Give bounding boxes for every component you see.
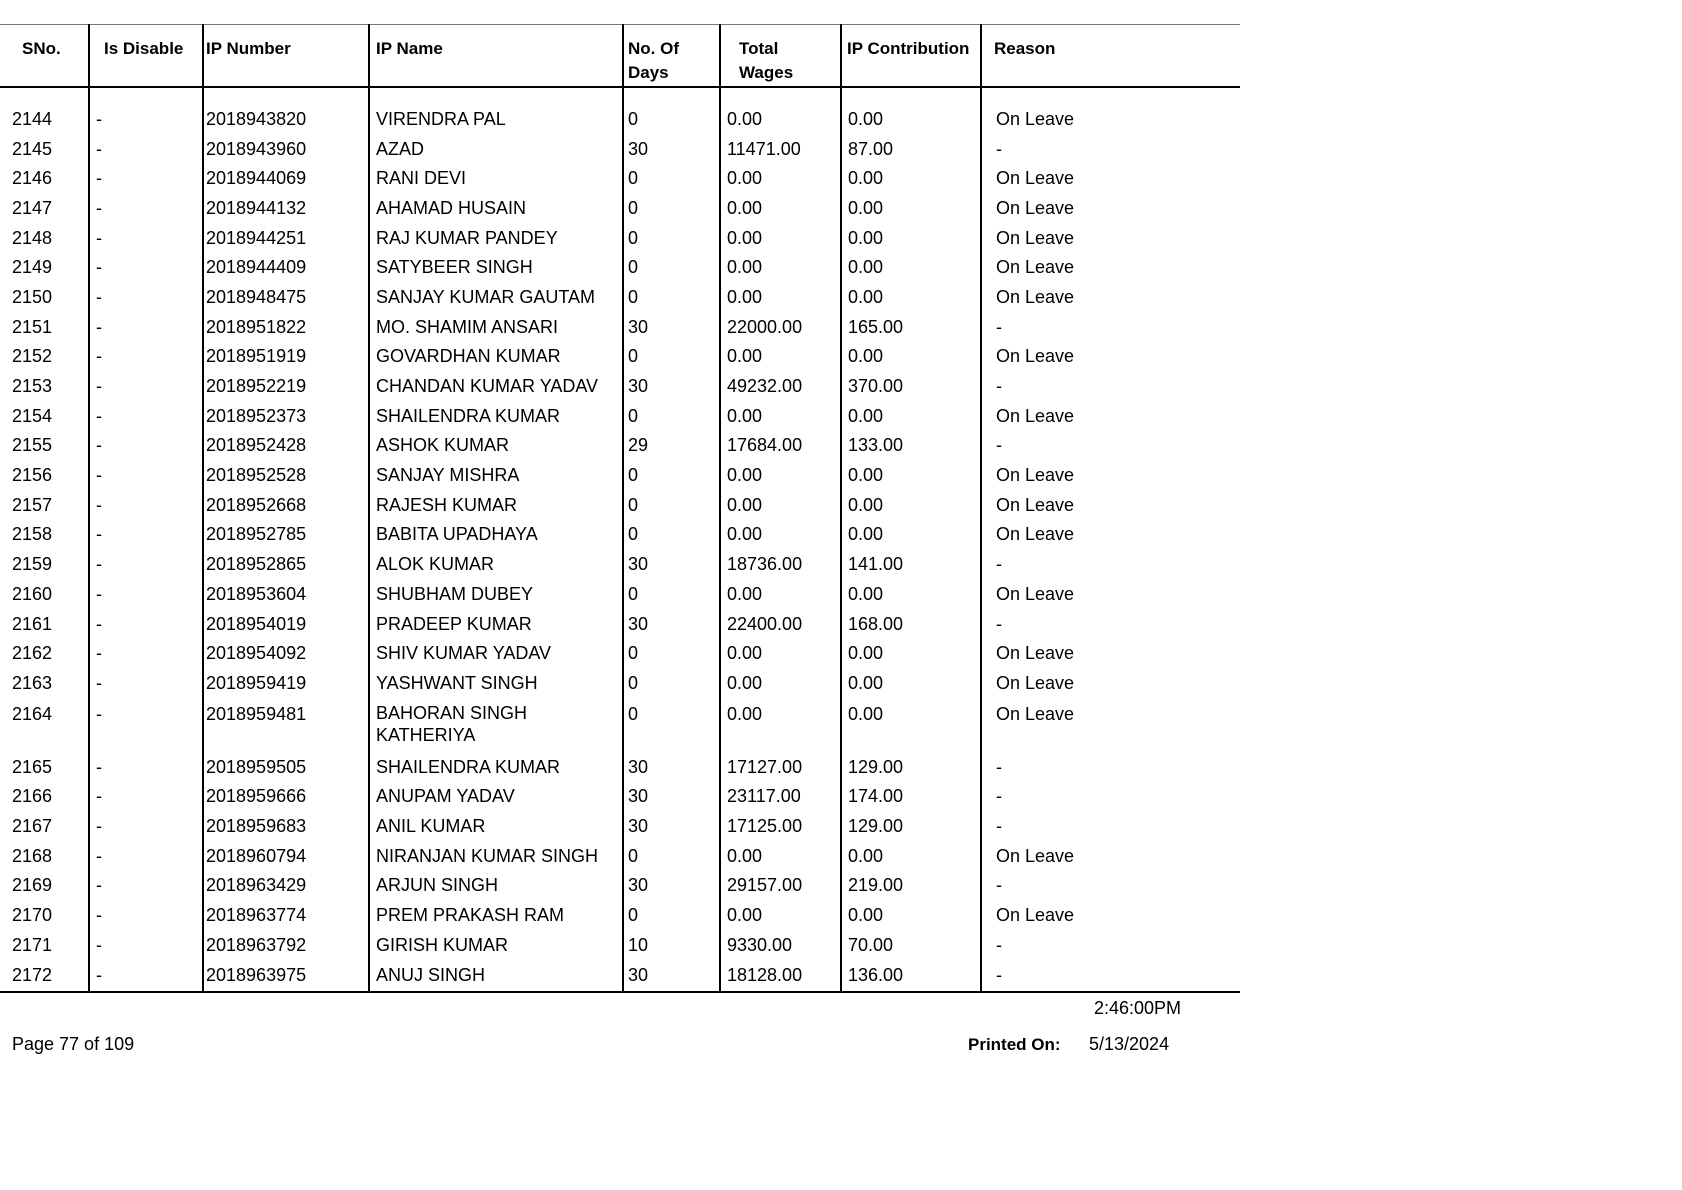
cell-ip-name: PRADEEP KUMAR [369,609,623,639]
cell-is-disable: - [89,841,203,871]
cell-is-disable: - [89,550,203,580]
table-row [0,550,1240,580]
cell-ip-contribution: 0.00 [841,461,981,491]
cell-total-wages: 18736.00 [720,550,841,580]
cell-ip-name: AZAD [369,134,623,164]
cell-sno: 2147 [12,197,53,218]
cell-sno: 2154 [12,405,53,426]
cell-reason: - [981,782,1240,812]
cell-total-wages: 17127.00 [720,752,841,782]
cell-no-of-days: 30 [623,372,720,402]
cell-reason: - [981,134,1240,164]
cell-ip-contribution: 0.00 [841,223,981,253]
table-row [0,812,1240,842]
cell-sno: 2160 [12,583,53,604]
cell-ip-number: 2018952785 [203,520,369,550]
cell-ip-number: 2018948475 [203,283,369,313]
header-sno: SNo. [0,25,89,87]
cell-ip-name: MO. SHAMIM ANSARI [369,312,623,342]
cell-reason: On Leave [981,580,1240,610]
cell-sno: 2169 [12,875,53,896]
cell-no-of-days: 0 [623,669,720,699]
cell-total-wages: 0.00 [720,461,841,491]
cell-total-wages: 0.00 [720,841,841,871]
cell-is-disable: - [89,812,203,842]
cell-sno: 2152 [12,346,53,367]
table-row [0,960,1240,992]
cell-no-of-days: 0 [623,639,720,669]
cell-ip-contribution: 0.00 [841,401,981,431]
cell-is-disable: - [89,312,203,342]
cell-no-of-days: 0 [623,223,720,253]
cell-is-disable: - [89,342,203,372]
cell-ip-number: 2018954019 [203,609,369,639]
table-row [0,253,1240,283]
cell-ip-name: BABITA UPADHAYA [369,520,623,550]
cell-ip-contribution: 133.00 [841,431,981,461]
cell-ip-number: 2018943960 [203,134,369,164]
cell-total-wages: 0.00 [720,698,841,752]
cell-ip-name: YASHWANT SINGH [369,669,623,699]
cell-reason: On Leave [981,520,1240,550]
table-row [0,283,1240,313]
cell-ip-name: SATYBEER SINGH [369,253,623,283]
cell-sno: 2166 [12,786,53,807]
cell-ip-contribution: 136.00 [841,960,981,992]
table-row [0,580,1240,610]
table-row [0,194,1240,224]
cell-sno: 2151 [12,316,53,337]
cell-ip-number: 2018960794 [203,841,369,871]
cell-ip-number: 2018959505 [203,752,369,782]
cell-ip-number: 2018959683 [203,812,369,842]
cell-ip-contribution: 0.00 [841,194,981,224]
cell-no-of-days: 0 [623,520,720,550]
cell-no-of-days: 10 [623,930,720,960]
cell-ip-name: CHANDAN KUMAR YADAV [369,372,623,402]
header-total-wages: Total Wages [720,25,841,87]
cell-ip-contribution: 219.00 [841,871,981,901]
cell-reason: - [981,609,1240,639]
cell-no-of-days: 30 [623,871,720,901]
cell-ip-number: 2018951919 [203,342,369,372]
cell-ip-number: 2018963975 [203,960,369,992]
cell-no-of-days: 0 [623,490,720,520]
cell-sno: 2165 [12,756,53,777]
cell-is-disable: - [89,901,203,931]
cell-total-wages: 0.00 [720,580,841,610]
cell-is-disable: - [89,490,203,520]
cell-ip-number: 2018963429 [203,871,369,901]
cell-reason: On Leave [981,461,1240,491]
cell-ip-number: 2018959481 [203,698,369,752]
cell-ip-number: 2018952668 [203,490,369,520]
cell-sno: 2162 [12,643,53,664]
cell-no-of-days: 30 [623,960,720,992]
cell-no-of-days: 30 [623,550,720,580]
cell-no-of-days: 0 [623,194,720,224]
cell-total-wages: 9330.00 [720,930,841,960]
cell-ip-name: RAJ KUMAR PANDEY [369,223,623,253]
cell-total-wages: 0.00 [720,283,841,313]
cell-sno: 2163 [12,672,53,693]
cell-ip-contribution: 0.00 [841,841,981,871]
cell-ip-contribution: 370.00 [841,372,981,402]
cell-ip-name: GIRISH KUMAR [369,930,623,960]
cell-ip-contribution: 165.00 [841,312,981,342]
cell-total-wages: 17125.00 [720,812,841,842]
cell-reason: On Leave [981,841,1240,871]
cell-is-disable: - [89,283,203,313]
cell-ip-name: ASHOK KUMAR [369,431,623,461]
cell-total-wages: 18128.00 [720,960,841,992]
cell-reason: On Leave [981,669,1240,699]
cell-ip-name: SHAILENDRA KUMAR [369,401,623,431]
table-row [0,105,1240,135]
cell-is-disable: - [89,223,203,253]
cell-is-disable: - [89,580,203,610]
cell-total-wages: 0.00 [720,669,841,699]
contribution-table [0,24,1240,993]
cell-ip-name: RAJESH KUMAR [369,490,623,520]
cell-ip-number: 2018952219 [203,372,369,402]
cell-sno: 2144 [12,108,53,129]
cell-no-of-days: 30 [623,752,720,782]
table-row [0,930,1240,960]
table-header-row [0,25,1240,87]
cell-sno: 2161 [12,613,53,634]
cell-ip-contribution: 0.00 [841,342,981,372]
header-ip-contribution: IP Contribution [841,25,981,87]
cell-ip-contribution: 174.00 [841,782,981,812]
table-row [0,871,1240,901]
cell-reason: - [981,752,1240,782]
cell-total-wages: 0.00 [720,164,841,194]
cell-ip-number: 2018952865 [203,550,369,580]
cell-total-wages: 17684.00 [720,431,841,461]
cell-ip-name: BAHORAN SINGH KATHERIYA [369,698,623,752]
cell-total-wages: 0.00 [720,342,841,372]
cell-ip-contribution: 0.00 [841,253,981,283]
cell-total-wages: 0.00 [720,194,841,224]
cell-ip-number: 2018963792 [203,930,369,960]
cell-sno: 2148 [12,227,53,248]
header-no-of-days: No. Of Days [623,25,720,87]
cell-ip-name: SHAILENDRA KUMAR [369,752,623,782]
cell-no-of-days: 0 [623,698,720,752]
table-row [0,609,1240,639]
cell-reason: On Leave [981,901,1240,931]
cell-is-disable: - [89,372,203,402]
table-row [0,669,1240,699]
cell-total-wages: 22000.00 [720,312,841,342]
cell-sno: 2146 [12,168,53,189]
cell-no-of-days: 0 [623,253,720,283]
cell-no-of-days: 0 [623,841,720,871]
cell-sno: 2158 [12,524,53,545]
cell-total-wages: 0.00 [720,223,841,253]
cell-is-disable: - [89,871,203,901]
cell-no-of-days: 30 [623,782,720,812]
cell-ip-name: ANUPAM YADAV [369,782,623,812]
cell-sno: 2159 [12,554,53,575]
cell-ip-contribution: 0.00 [841,490,981,520]
cell-ip-contribution: 168.00 [841,609,981,639]
cell-is-disable: - [89,164,203,194]
cell-ip-contribution: 0.00 [841,283,981,313]
cell-reason: On Leave [981,164,1240,194]
cell-ip-contribution: 0.00 [841,669,981,699]
cell-ip-contribution: 129.00 [841,812,981,842]
cell-no-of-days: 0 [623,901,720,931]
cell-ip-name: GOVARDHAN KUMAR [369,342,623,372]
table-row [0,164,1240,194]
cell-sno: 2157 [12,494,53,515]
cell-ip-name: SANJAY MISHRA [369,461,623,491]
cell-total-wages: 49232.00 [720,372,841,402]
cell-ip-contribution: 0.00 [841,164,981,194]
table-row [0,901,1240,931]
cell-no-of-days: 30 [623,609,720,639]
cell-ip-contribution: 129.00 [841,752,981,782]
cell-no-of-days: 0 [623,342,720,372]
cell-reason: On Leave [981,105,1240,135]
cell-is-disable: - [89,782,203,812]
cell-no-of-days: 0 [623,164,720,194]
cell-total-wages: 0.00 [720,253,841,283]
cell-is-disable: - [89,930,203,960]
cell-ip-number: 2018944132 [203,194,369,224]
cell-ip-contribution: 0.00 [841,580,981,610]
cell-ip-contribution: 0.00 [841,105,981,135]
cell-reason: On Leave [981,283,1240,313]
cell-total-wages: 0.00 [720,105,841,135]
cell-reason: - [981,812,1240,842]
cell-ip-name: ANUJ SINGH [369,960,623,992]
cell-ip-name: ARJUN SINGH [369,871,623,901]
cell-ip-name: NIRANJAN KUMAR SINGH [369,841,623,871]
cell-total-wages: 0.00 [720,639,841,669]
table-row [0,431,1240,461]
cell-ip-name: ALOK KUMAR [369,550,623,580]
cell-is-disable: - [89,253,203,283]
cell-ip-name: SHUBHAM DUBEY [369,580,623,610]
cell-total-wages: 0.00 [720,401,841,431]
cell-ip-number: 2018959666 [203,782,369,812]
table-row [0,223,1240,253]
cell-total-wages: 29157.00 [720,871,841,901]
print-time: 2:46:00PM [1094,998,1182,1018]
cell-reason: On Leave [981,639,1240,669]
cell-sno: 2145 [12,138,53,159]
cell-is-disable: - [89,609,203,639]
cell-reason: - [981,871,1240,901]
cell-ip-contribution: 70.00 [841,930,981,960]
cell-ip-name: PREM PRAKASH RAM [369,901,623,931]
cell-sno: 2156 [12,465,53,486]
cell-ip-number: 2018963774 [203,901,369,931]
table-row [0,520,1240,550]
cell-reason: - [981,930,1240,960]
cell-is-disable: - [89,105,203,135]
cell-ip-number: 2018952528 [203,461,369,491]
cell-reason: - [981,960,1240,992]
table-row [0,134,1240,164]
cell-ip-name: AHAMAD HUSAIN [369,194,623,224]
cell-ip-number: 2018944251 [203,223,369,253]
cell-reason: - [981,550,1240,580]
cell-sno: 2149 [12,257,53,278]
cell-is-disable: - [89,194,203,224]
contribution-report [0,24,1240,993]
cell-ip-name: VIRENDRA PAL [369,105,623,135]
printed-on-date: 5/13/2024 [1089,1034,1170,1054]
header-ip-number: IP Number [203,25,369,87]
cell-is-disable: - [89,698,203,752]
cell-no-of-days: 30 [623,134,720,164]
cell-no-of-days: 0 [623,401,720,431]
cell-ip-contribution: 141.00 [841,550,981,580]
cell-is-disable: - [89,960,203,992]
header-ip-name: IP Name [369,25,623,87]
table-row [0,490,1240,520]
cell-reason: On Leave [981,490,1240,520]
cell-sno: 2167 [12,815,53,836]
cell-reason: On Leave [981,698,1240,752]
table-body [0,87,1240,993]
cell-ip-number: 2018943820 [203,105,369,135]
cell-no-of-days: 0 [623,461,720,491]
table-row [0,461,1240,491]
cell-is-disable: - [89,639,203,669]
cell-total-wages: 11471.00 [720,134,841,164]
cell-total-wages: 0.00 [720,490,841,520]
table-row [0,782,1240,812]
cell-ip-name: SANJAY KUMAR GAUTAM [369,283,623,313]
cell-ip-number: 2018959419 [203,669,369,699]
cell-ip-number: 2018944409 [203,253,369,283]
cell-is-disable: - [89,520,203,550]
cell-is-disable: - [89,431,203,461]
cell-reason: On Leave [981,401,1240,431]
cell-ip-number: 2018952428 [203,431,369,461]
cell-ip-contribution: 0.00 [841,520,981,550]
page-number: Page 77 of 109 [12,1034,135,1054]
cell-total-wages: 0.00 [720,901,841,931]
cell-no-of-days: 30 [623,812,720,842]
cell-is-disable: - [89,461,203,491]
cell-no-of-days: 0 [623,580,720,610]
cell-reason: On Leave [981,342,1240,372]
cell-reason: On Leave [981,223,1240,253]
cell-ip-contribution: 0.00 [841,698,981,752]
cell-ip-number: 2018953604 [203,580,369,610]
header-spacer-row [0,87,1240,105]
cell-sno: 2170 [12,905,53,926]
cell-sno: 2171 [12,934,53,955]
cell-sno: 2150 [12,286,53,307]
table-row [0,639,1240,669]
cell-reason: On Leave [981,253,1240,283]
cell-is-disable: - [89,669,203,699]
cell-no-of-days: 30 [623,312,720,342]
cell-ip-number: 2018954092 [203,639,369,669]
cell-ip-number: 2018952373 [203,401,369,431]
table-row [0,841,1240,871]
cell-total-wages: 22400.00 [720,609,841,639]
cell-ip-contribution: 0.00 [841,639,981,669]
cell-sno: 2168 [12,845,53,866]
cell-reason: - [981,372,1240,402]
table-row [0,698,1240,752]
cell-is-disable: - [89,134,203,164]
cell-is-disable: - [89,401,203,431]
table-row [0,312,1240,342]
cell-no-of-days: 29 [623,431,720,461]
header-reason: Reason [981,25,1240,87]
cell-sno: 2155 [12,435,53,456]
table-row [0,752,1240,782]
cell-total-wages: 0.00 [720,520,841,550]
cell-ip-number: 2018944069 [203,164,369,194]
cell-ip-number: 2018951822 [203,312,369,342]
cell-reason: - [981,431,1240,461]
table-row [0,342,1240,372]
printed-on-label: Printed On: [968,1035,1061,1054]
cell-sno: 2164 [12,704,53,725]
header-is-disable: Is Disable [89,25,203,87]
cell-reason: - [981,312,1240,342]
cell-ip-name: SHIV KUMAR YADAV [369,639,623,669]
cell-ip-contribution: 0.00 [841,901,981,931]
cell-sno: 2153 [12,376,53,397]
cell-no-of-days: 0 [623,105,720,135]
cell-ip-name: ANIL KUMAR [369,812,623,842]
cell-no-of-days: 0 [623,283,720,313]
table-row [0,372,1240,402]
cell-reason: On Leave [981,194,1240,224]
cell-sno: 2172 [0,960,89,992]
cell-ip-name: RANI DEVI [369,164,623,194]
table-row [0,401,1240,431]
cell-ip-contribution: 87.00 [841,134,981,164]
cell-is-disable: - [89,752,203,782]
cell-total-wages: 23117.00 [720,782,841,812]
